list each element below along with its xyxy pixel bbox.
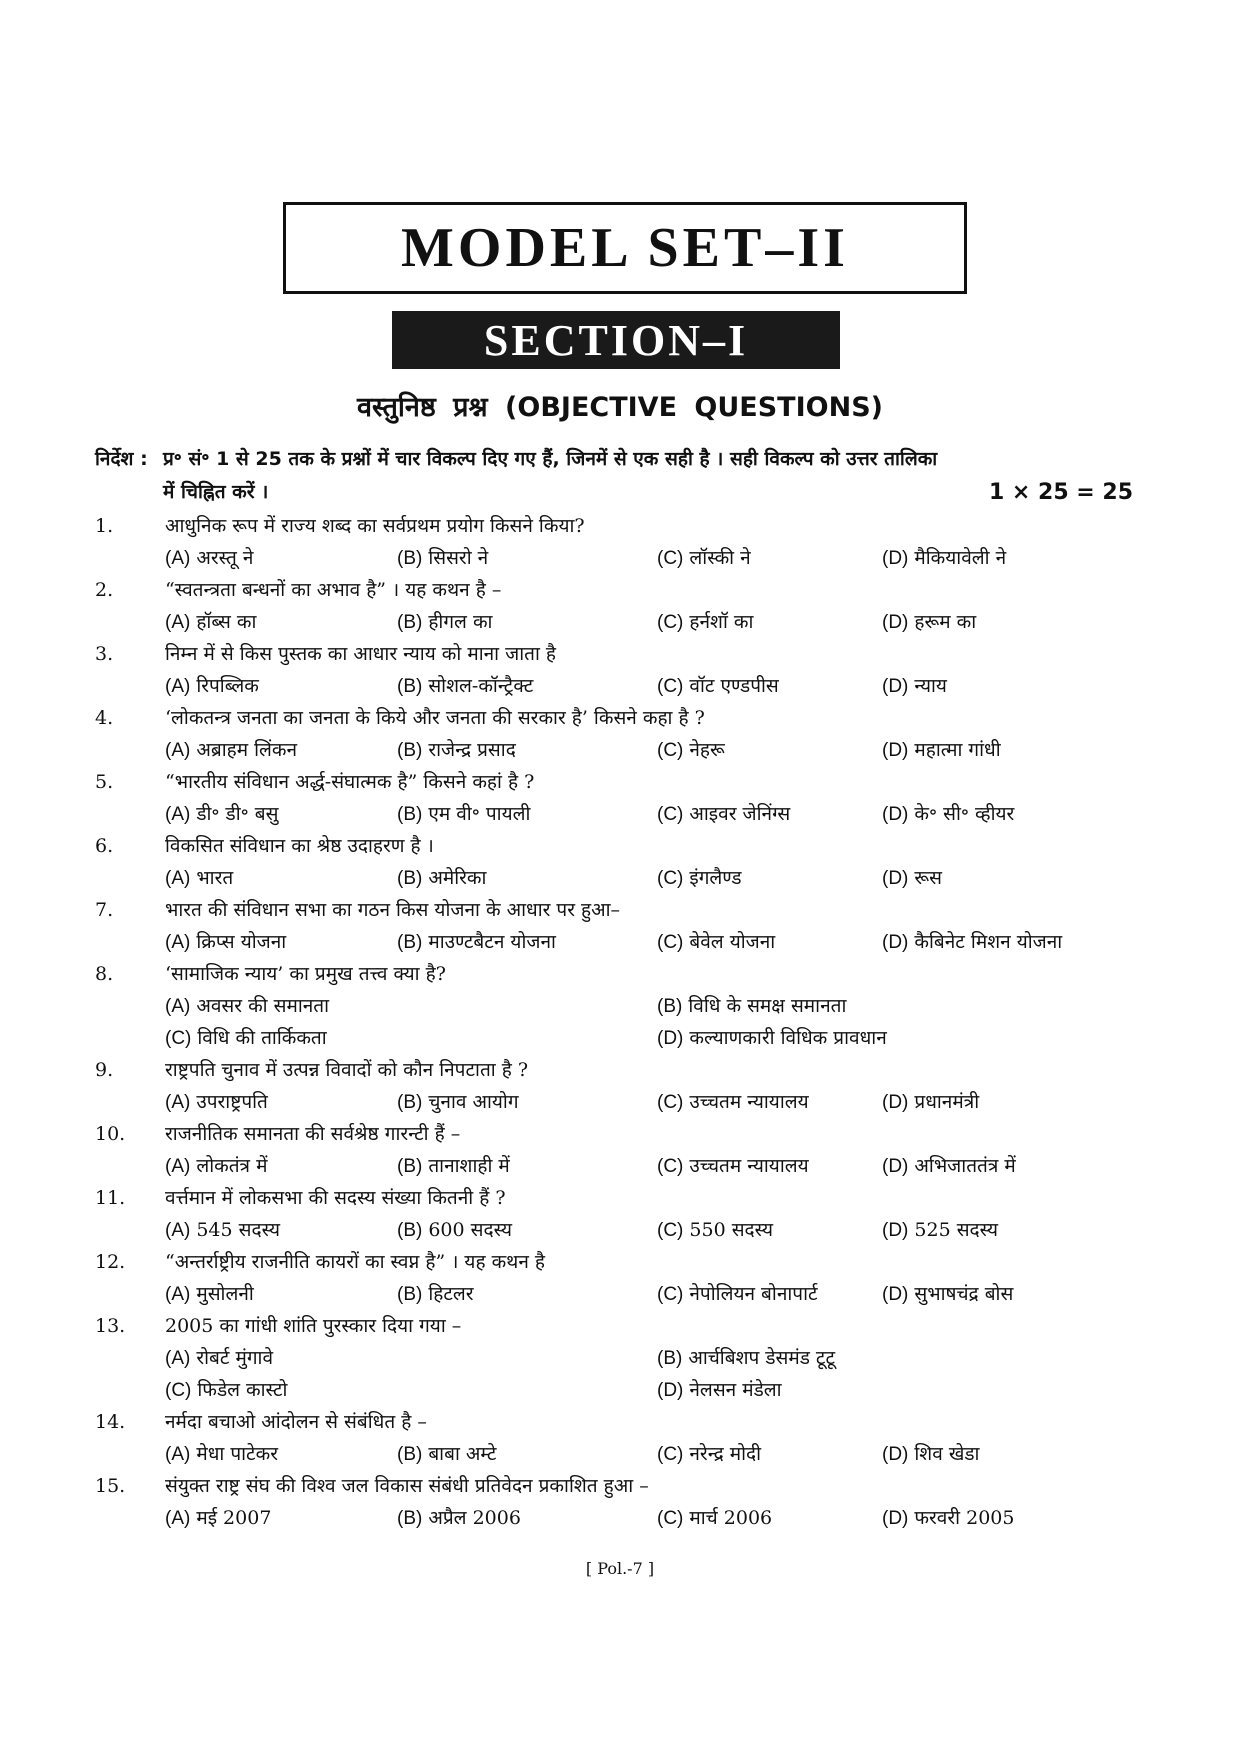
option-a bbox=[165, 734, 297, 767]
option-label: (A) bbox=[165, 1508, 191, 1529]
question-item bbox=[95, 1246, 1155, 1310]
question-item bbox=[95, 1118, 1155, 1182]
question-text: “भारतीय संविधान अर्द्ध-संघात्मक है” किसने कहां है ? bbox=[165, 771, 535, 793]
option-label: (A) bbox=[165, 996, 191, 1017]
options-row bbox=[95, 1214, 1155, 1246]
options-row bbox=[95, 734, 1155, 766]
option-b bbox=[397, 1278, 474, 1311]
option-text: हीगल का bbox=[428, 611, 493, 633]
question-number: 7. bbox=[95, 899, 114, 921]
option-label: (B) bbox=[397, 1284, 423, 1305]
option-text: सोशल-कॉन्ट्रैक्ट bbox=[428, 675, 534, 697]
question-item bbox=[95, 894, 1155, 958]
option-label: (A) bbox=[165, 1092, 191, 1113]
option-a bbox=[165, 1502, 271, 1535]
question-text: निम्न में से किस पुस्तक का आधार न्याय को माना जाता है bbox=[165, 643, 557, 665]
option-a bbox=[165, 1438, 278, 1471]
option-text: मेधा पाटेकर bbox=[196, 1443, 278, 1465]
option-text: नेलसन मंडेला bbox=[689, 1379, 782, 1401]
option-b bbox=[657, 1342, 835, 1375]
option-c bbox=[657, 606, 753, 639]
option-text: कल्याणकारी विधिक प्रावधान bbox=[689, 1027, 887, 1049]
option-text: नेहरू bbox=[689, 739, 725, 761]
option-text: डी॰ डी॰ बसु bbox=[196, 803, 279, 825]
option-d bbox=[882, 670, 947, 703]
option-d bbox=[882, 1214, 998, 1247]
option-text: उच्चतम न्यायालय bbox=[689, 1155, 809, 1177]
option-text: एम वी॰ पायली bbox=[428, 803, 531, 825]
option-c bbox=[657, 1086, 809, 1119]
option-label: (A) bbox=[165, 1348, 191, 1369]
option-a bbox=[165, 606, 256, 639]
option-label: (B) bbox=[397, 612, 423, 633]
option-label: (C) bbox=[657, 932, 684, 953]
question-text: राजनीतिक समानता की सर्वश्रेष्ठ गारन्टी हैं – bbox=[165, 1123, 461, 1145]
question-row bbox=[95, 894, 1155, 926]
options-row bbox=[95, 798, 1155, 830]
option-label: (D) bbox=[882, 804, 909, 825]
option-c bbox=[657, 1278, 818, 1311]
option-text: हरूम का bbox=[914, 611, 977, 633]
option-b bbox=[397, 670, 533, 703]
option-d bbox=[882, 542, 1006, 575]
option-text: रूस bbox=[914, 867, 942, 889]
question-item bbox=[95, 1406, 1155, 1470]
option-text: सुभाषचंद्र बोस bbox=[914, 1283, 1014, 1305]
question-item bbox=[95, 958, 1155, 1054]
option-label: (A) bbox=[165, 548, 191, 569]
question-item bbox=[95, 702, 1155, 766]
question-text: नर्मदा बचाओ आंदोलन से संबंधित है – bbox=[165, 1411, 427, 1433]
option-b bbox=[397, 542, 488, 575]
question-row bbox=[95, 574, 1155, 606]
option-text: उपराष्ट्रपति bbox=[196, 1091, 268, 1113]
option-text: भारत bbox=[196, 867, 234, 889]
question-item bbox=[95, 766, 1155, 830]
question-text: राष्ट्रपति चुनाव में उत्पन्न विवादों को कौन निपटाता है ? bbox=[165, 1059, 529, 1081]
option-a bbox=[165, 862, 233, 895]
option-text: 525 सदस्य bbox=[914, 1219, 999, 1241]
option-text: वॉट एण्डपीस bbox=[689, 675, 779, 697]
option-text: सिसरो ने bbox=[428, 547, 489, 569]
options-row bbox=[95, 1022, 1155, 1054]
instruction-label: निर्देश : bbox=[95, 448, 148, 470]
option-label: (B) bbox=[397, 1092, 423, 1113]
option-text: चुनाव आयोग bbox=[428, 1091, 519, 1113]
option-label: (C) bbox=[165, 1028, 192, 1049]
option-label: (B) bbox=[397, 676, 423, 697]
option-a bbox=[165, 542, 253, 575]
option-c bbox=[657, 862, 742, 895]
options-row bbox=[95, 1342, 1155, 1374]
option-a bbox=[165, 926, 286, 959]
option-label: (D) bbox=[882, 612, 909, 633]
option-b bbox=[397, 1502, 521, 1535]
option-label: (B) bbox=[397, 1220, 423, 1241]
option-label: (B) bbox=[657, 1348, 683, 1369]
option-label: (D) bbox=[882, 1284, 909, 1305]
question-number: 9. bbox=[95, 1059, 114, 1081]
option-c bbox=[165, 1374, 287, 1407]
option-text: हर्नशॉ का bbox=[689, 611, 754, 633]
option-text: नरेन्द्र मोदी bbox=[689, 1443, 761, 1465]
options-row bbox=[95, 670, 1155, 702]
option-text: फरवरी 2005 bbox=[914, 1507, 1015, 1529]
question-number: 3. bbox=[95, 643, 114, 665]
question-number: 11. bbox=[95, 1187, 126, 1209]
question-item bbox=[95, 638, 1155, 702]
question-text: भारत की संविधान सभा का गठन किस योजना के आधार पर हुआ– bbox=[165, 899, 621, 921]
option-c bbox=[657, 1502, 772, 1535]
option-label: (A) bbox=[165, 1220, 191, 1241]
option-text: विधि की तार्किकता bbox=[197, 1027, 327, 1049]
option-text: बेवेल योजना bbox=[689, 931, 776, 953]
option-label: (A) bbox=[165, 676, 191, 697]
option-d bbox=[882, 798, 1014, 831]
question-item bbox=[95, 574, 1155, 638]
option-label: (A) bbox=[165, 932, 191, 953]
option-label: (A) bbox=[165, 1284, 191, 1305]
question-number: 1. bbox=[95, 515, 114, 537]
option-label: (C) bbox=[657, 1508, 684, 1529]
question-item bbox=[95, 1470, 1155, 1534]
option-text: मार्च 2006 bbox=[689, 1507, 773, 1529]
option-text: 545 सदस्य bbox=[196, 1219, 280, 1241]
instruction-line-2 bbox=[95, 476, 1145, 509]
section-title: SECTION–I bbox=[483, 315, 749, 365]
options-row bbox=[95, 1438, 1155, 1470]
option-text: लोकतंत्र में bbox=[196, 1155, 268, 1177]
option-text: न्याय bbox=[914, 675, 947, 697]
question-number: 8. bbox=[95, 963, 114, 985]
option-a bbox=[165, 1278, 254, 1311]
option-label: (B) bbox=[397, 932, 423, 953]
option-b bbox=[397, 1086, 519, 1119]
option-label: (B) bbox=[397, 804, 423, 825]
option-a bbox=[165, 990, 329, 1023]
question-row bbox=[95, 702, 1155, 734]
question-item bbox=[95, 1054, 1155, 1118]
marks-scheme: 1 × 25 = 25 bbox=[988, 480, 1133, 505]
option-label: (C) bbox=[657, 740, 684, 761]
options-row bbox=[95, 1502, 1155, 1534]
option-d bbox=[882, 1502, 1014, 1535]
option-c bbox=[657, 1214, 773, 1247]
option-label: (D) bbox=[882, 548, 909, 569]
subtitle: वस्तुनिष्ठ प्रश्न (OBJECTIVE QUESTIONS) bbox=[357, 392, 883, 423]
option-d bbox=[882, 1150, 1016, 1183]
question-number: 2. bbox=[95, 579, 114, 601]
question-text: “स्वतन्त्रता बन्धनों का अभाव है” । यह कथन है – bbox=[165, 579, 502, 601]
option-text: रिपब्लिक bbox=[196, 675, 259, 697]
option-label: (D) bbox=[882, 868, 909, 889]
option-text: इंगलैण्ड bbox=[689, 867, 742, 889]
question-row bbox=[95, 510, 1155, 542]
option-a bbox=[165, 1150, 267, 1183]
question-number: 5. bbox=[95, 771, 114, 793]
question-text: विकसित संविधान का श्रेष्ठ उदाहरण है । bbox=[165, 835, 434, 857]
option-label: (D) bbox=[882, 1444, 909, 1465]
question-text: वर्त्तमान में लोकसभा की सदस्य संख्या कितनी हैं ? bbox=[165, 1187, 506, 1209]
options-row bbox=[95, 1150, 1155, 1182]
option-label: (C) bbox=[657, 868, 684, 889]
option-label: (D) bbox=[657, 1028, 684, 1049]
option-text: कैबिनेट मिशन योजना bbox=[914, 931, 1063, 953]
option-text: मई 2007 bbox=[196, 1507, 272, 1529]
question-number: 12. bbox=[95, 1251, 126, 1273]
option-d bbox=[882, 606, 976, 639]
option-c bbox=[657, 926, 775, 959]
option-text: विधि के समक्ष समानता bbox=[688, 995, 847, 1017]
question-row bbox=[95, 1470, 1155, 1502]
option-b bbox=[397, 606, 492, 639]
question-row bbox=[95, 1406, 1155, 1438]
instruction-line-1 bbox=[95, 443, 1145, 476]
question-row bbox=[95, 830, 1155, 862]
option-a bbox=[165, 1342, 273, 1375]
option-text: हॉब्स का bbox=[196, 611, 257, 633]
question-row bbox=[95, 1118, 1155, 1150]
option-b bbox=[397, 1150, 510, 1183]
option-b bbox=[397, 798, 530, 831]
question-text: ‘सामाजिक न्याय’ का प्रमुख तत्त्व क्या है? bbox=[165, 963, 446, 985]
option-label: (D) bbox=[657, 1380, 684, 1401]
section-banner bbox=[392, 311, 840, 369]
option-d bbox=[882, 1278, 1013, 1311]
option-text: 550 सदस्य bbox=[689, 1219, 774, 1241]
question-number: 6. bbox=[95, 835, 114, 857]
options-row bbox=[95, 606, 1155, 638]
option-a bbox=[165, 798, 278, 831]
option-label: (C) bbox=[657, 676, 684, 697]
option-label: (D) bbox=[882, 676, 909, 697]
option-d bbox=[657, 1022, 887, 1055]
option-text: महात्मा गांधी bbox=[914, 739, 1001, 761]
option-label: (D) bbox=[882, 740, 909, 761]
option-a bbox=[165, 670, 259, 703]
option-text: आइवर जेनिंग्स bbox=[689, 803, 791, 825]
question-row bbox=[95, 958, 1155, 990]
option-text: नेपोलियन बोनापार्ट bbox=[689, 1283, 818, 1305]
question-text: ‘लोकतन्त्र जनता का जनता के किये और जनता की सरकार है’ किसने कहा है ? bbox=[165, 707, 705, 729]
options-row bbox=[95, 542, 1155, 574]
option-d bbox=[882, 862, 942, 895]
question-row bbox=[95, 766, 1155, 798]
option-b bbox=[397, 862, 486, 895]
option-c bbox=[657, 670, 779, 703]
option-c bbox=[657, 734, 725, 767]
option-a bbox=[165, 1214, 280, 1247]
option-b bbox=[397, 926, 556, 959]
option-label: (A) bbox=[165, 804, 191, 825]
option-a bbox=[165, 1086, 268, 1119]
options-row bbox=[95, 990, 1155, 1022]
option-c bbox=[165, 1022, 327, 1055]
option-text: राजेन्द्र प्रसाद bbox=[428, 739, 516, 761]
option-text: शिव खेडा bbox=[914, 1443, 980, 1465]
question-item bbox=[95, 1182, 1155, 1246]
option-label: (C) bbox=[657, 1156, 684, 1177]
option-label: (B) bbox=[397, 1444, 423, 1465]
option-text: 600 सदस्य bbox=[428, 1219, 512, 1241]
question-text: संयुक्त राष्ट्र संघ की विश्व जल विकास संबंधी प्रतिवेदन प्रकाशित हुआ – bbox=[165, 1475, 649, 1497]
option-text: अरस्तू ने bbox=[196, 547, 254, 569]
option-text: प्रधानमंत्री bbox=[914, 1091, 980, 1113]
model-set-title-box bbox=[283, 202, 967, 294]
option-label: (C) bbox=[657, 548, 684, 569]
option-label: (C) bbox=[657, 612, 684, 633]
option-label: (C) bbox=[657, 1220, 684, 1241]
option-text: मुसोलनी bbox=[196, 1283, 254, 1305]
option-text: क्रिप्स योजना bbox=[196, 931, 287, 953]
question-number: 10. bbox=[95, 1123, 126, 1145]
option-text: रोबर्ट मुंगावे bbox=[196, 1347, 274, 1369]
question-number: 13. bbox=[95, 1315, 126, 1337]
option-d bbox=[882, 1438, 979, 1471]
option-text: अभिजाततंत्र में bbox=[914, 1155, 1016, 1177]
question-item bbox=[95, 1310, 1155, 1406]
question-number: 14. bbox=[95, 1411, 126, 1433]
option-text: आर्चबिशप डेसमंड टूटू bbox=[688, 1347, 836, 1369]
option-text: अमेरिका bbox=[428, 867, 487, 889]
option-b bbox=[397, 1214, 512, 1247]
option-text: लॉस्की ने bbox=[689, 547, 751, 569]
question-number: 15. bbox=[95, 1475, 126, 1497]
option-label: (B) bbox=[397, 1508, 423, 1529]
option-label: (C) bbox=[657, 1444, 684, 1465]
page-footer: [ Pol.-7 ] bbox=[585, 1559, 655, 1578]
options-row bbox=[95, 926, 1155, 958]
options-row bbox=[95, 1374, 1155, 1406]
option-label: (A) bbox=[165, 868, 191, 889]
option-text: माउण्टबैटन योजना bbox=[428, 931, 556, 953]
instructions bbox=[95, 443, 1145, 509]
option-text: हिटलर bbox=[428, 1283, 474, 1305]
option-label: (D) bbox=[882, 1156, 909, 1177]
option-d bbox=[882, 1086, 979, 1119]
question-row bbox=[95, 1310, 1155, 1342]
option-text: के॰ सी॰ व्हीयर bbox=[914, 803, 1015, 825]
option-label: (C) bbox=[657, 804, 684, 825]
option-text: तानाशाही में bbox=[428, 1155, 510, 1177]
option-d bbox=[882, 926, 1062, 959]
option-label: (B) bbox=[397, 1156, 423, 1177]
question-row bbox=[95, 638, 1155, 670]
option-text: फिडेल कास्टो bbox=[197, 1379, 288, 1401]
option-text: अवसर की समानता bbox=[196, 995, 330, 1017]
options-row bbox=[95, 862, 1155, 894]
option-c bbox=[657, 1438, 761, 1471]
option-b bbox=[397, 734, 516, 767]
option-c bbox=[657, 798, 790, 831]
question-text: “अन्तर्राष्ट्रीय राजनीति कायरों का स्वप्न है” । यह कथन है bbox=[165, 1251, 545, 1273]
option-label: (A) bbox=[165, 612, 191, 633]
option-label: (B) bbox=[397, 740, 423, 761]
option-text: बाबा अम्टे bbox=[428, 1443, 497, 1465]
option-b bbox=[657, 990, 846, 1023]
option-label: (B) bbox=[657, 996, 683, 1017]
option-label: (B) bbox=[397, 548, 423, 569]
option-label: (C) bbox=[657, 1284, 684, 1305]
question-row bbox=[95, 1054, 1155, 1086]
instruction-text-2: में चिह्नित करें । bbox=[163, 481, 269, 503]
page-title: MODEL SET–II bbox=[401, 217, 849, 279]
option-b bbox=[397, 1438, 496, 1471]
question-text: 2005 का गांधी शांति पुरस्कार दिया गया – bbox=[165, 1315, 462, 1337]
question-text: आधुनिक रूप में राज्य शब्द का सर्वप्रथम प्रयोग किसने किया? bbox=[165, 515, 585, 537]
option-label: (D) bbox=[882, 1092, 909, 1113]
question-number: 4. bbox=[95, 707, 114, 729]
question-list bbox=[95, 510, 1155, 1534]
question-row bbox=[95, 1182, 1155, 1214]
option-label: (A) bbox=[165, 1156, 191, 1177]
option-c bbox=[657, 1150, 809, 1183]
option-text: मैकियावेली ने bbox=[914, 547, 1007, 569]
option-label: (D) bbox=[882, 1508, 909, 1529]
option-label: (B) bbox=[397, 868, 423, 889]
option-label: (A) bbox=[165, 740, 191, 761]
instruction-text-1: प्र॰ सं॰ 1 से 25 तक के प्रश्नों में चार विकल्प दिए गए हैं, जिनमें से एक सही है । सही विकल्प को उत्तर तालिका bbox=[163, 448, 938, 470]
question-item bbox=[95, 830, 1155, 894]
option-c bbox=[657, 542, 751, 575]
option-label: (C) bbox=[165, 1380, 192, 1401]
option-label: (C) bbox=[657, 1092, 684, 1113]
option-label: (D) bbox=[882, 932, 909, 953]
option-d bbox=[882, 734, 1001, 767]
option-label: (D) bbox=[882, 1220, 909, 1241]
question-row bbox=[95, 1246, 1155, 1278]
options-row bbox=[95, 1278, 1155, 1310]
option-text: अप्रैल 2006 bbox=[428, 1507, 521, 1529]
option-text: अब्राहम लिंकन bbox=[196, 739, 298, 761]
question-item bbox=[95, 510, 1155, 574]
option-label: (A) bbox=[165, 1444, 191, 1465]
option-d bbox=[657, 1374, 782, 1407]
option-text: उच्चतम न्यायालय bbox=[689, 1091, 809, 1113]
options-row bbox=[95, 1086, 1155, 1118]
